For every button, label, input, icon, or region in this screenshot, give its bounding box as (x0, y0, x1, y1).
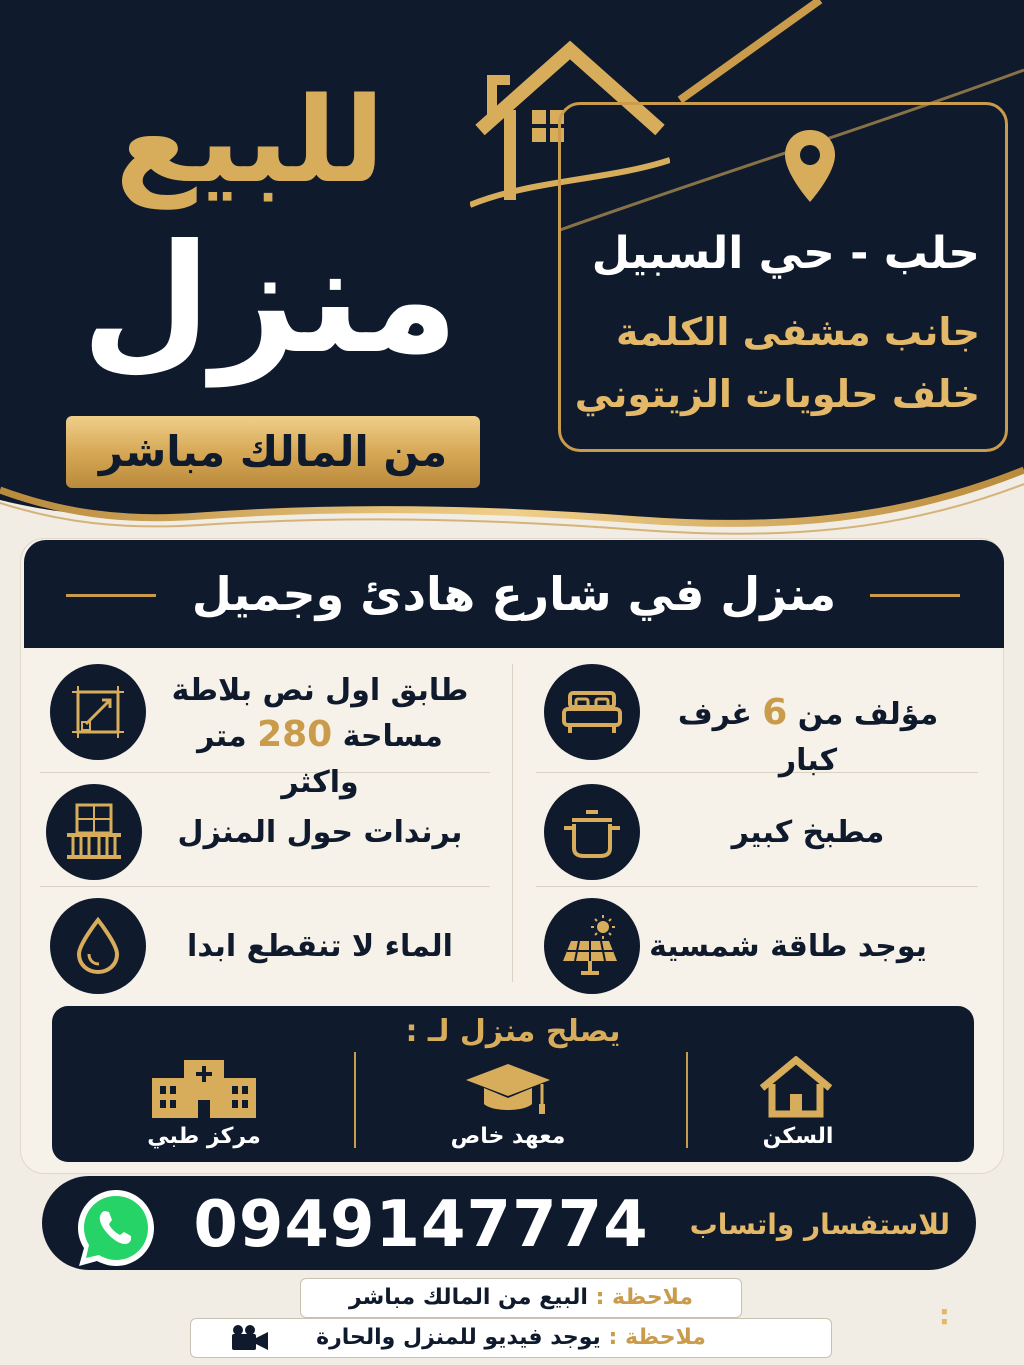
home-icon (758, 1056, 834, 1118)
hospital-icon (150, 1056, 258, 1118)
suitable-divider (354, 1052, 356, 1148)
features-card-title: منزل في شارع هادئ وجميل (191, 567, 837, 621)
column-divider (512, 664, 513, 982)
video-camera-icon (230, 1324, 270, 1352)
area-value: 280 (257, 714, 333, 755)
note-video-available: ملاحظة : يوجد فيديو للمنزل والحارة (190, 1318, 832, 1358)
floor-plan-icon (50, 664, 146, 760)
suitable-item-medical: مركز طبي (147, 1124, 261, 1149)
feature-water: الماء لا تنقطع ابدا (187, 929, 453, 964)
feature-balconies: برندات حول المنزل (177, 815, 463, 850)
title-house: منزل (81, 213, 459, 387)
suitable-item-residence: السكن (762, 1124, 834, 1149)
bed-icon (544, 664, 640, 760)
note-owner-direct: ملاحظة : البيع من المالك مباشر (300, 1278, 742, 1318)
rooms-count: 6 (762, 692, 788, 733)
row-divider (536, 886, 978, 887)
location-landmark-1: جانب مشفى الكلمة (615, 310, 980, 354)
feature-area: مساحة 280 متر واكثر (197, 714, 443, 800)
row-divider (40, 886, 490, 887)
suitable-item-institute: معهد خاص (450, 1124, 566, 1149)
location-landmark-2: خلف حلويات الزيتوني (574, 372, 980, 416)
feature-kitchen: مطبخ كبير (731, 815, 885, 850)
feature-solar: يوجد طاقة شمسية (649, 929, 927, 964)
solar-panel-icon (544, 898, 640, 994)
location-pin-icon (782, 128, 838, 206)
contact-label: للاستفسار واتساب : (689, 1208, 950, 1331)
suitable-for-title: يصلح منزل لـ : (405, 1014, 621, 1049)
feature-floor-type: طابق اول نص بلاطة (171, 673, 469, 708)
balcony-icon (46, 784, 142, 880)
suitable-divider (686, 1052, 688, 1148)
feature-rooms: مؤلف من 6 غرف كبار (677, 692, 939, 778)
cooking-pot-icon (544, 784, 640, 880)
location-city: حلب - حي السبيل (591, 228, 980, 279)
owner-direct-badge: من المالك مباشر (66, 416, 480, 488)
whatsapp-icon[interactable] (72, 1184, 160, 1272)
title-for-sale: للبيع (115, 71, 385, 209)
phone-number[interactable]: 0949147774 (193, 1188, 649, 1262)
graduation-cap-icon (462, 1060, 554, 1120)
water-drop-icon (50, 898, 146, 994)
